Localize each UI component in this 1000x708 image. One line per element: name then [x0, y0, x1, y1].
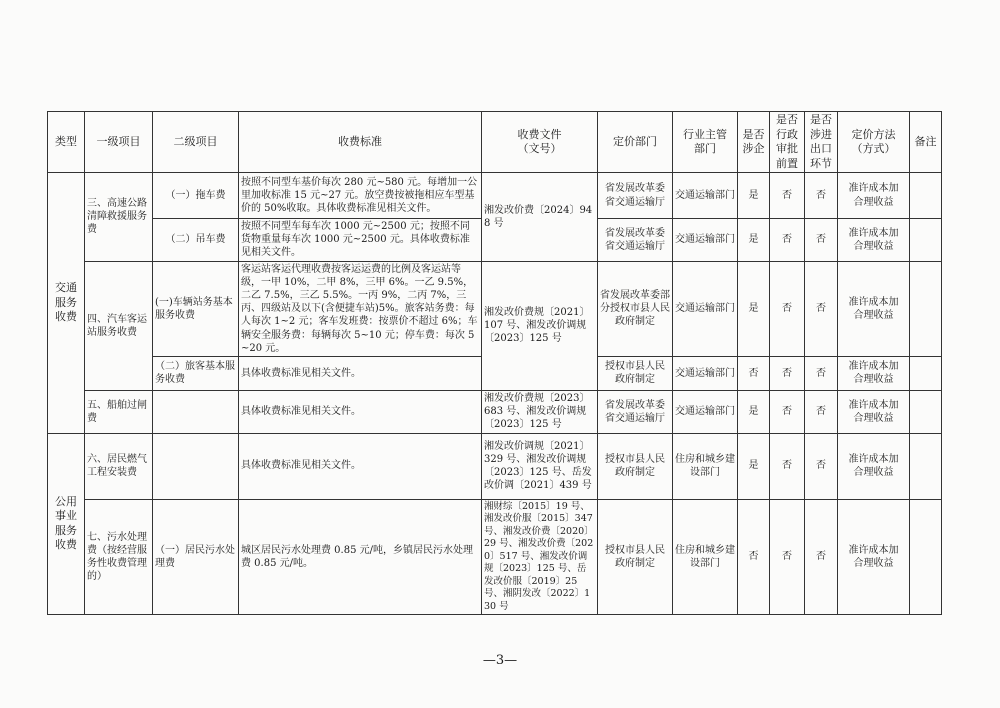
- pricing-method-cell: 准许成本加 合理收益: [838, 433, 910, 499]
- involves-enterprise-cell: 否: [738, 499, 770, 615]
- pricing-dept-cell: 省发展改革委部分授权市县人民政府制定: [598, 261, 673, 356]
- header-pricing-method: 定价方法 （方式）: [838, 112, 910, 173]
- import-export-cell: 否: [805, 219, 838, 262]
- standard-cell: 按照不同型车每车次 1000 元~2500 元；按照不同货物重量每车次 1000 元~2500 元。具体收费标准见相关文件。: [239, 219, 482, 262]
- remarks-cell: [910, 219, 942, 262]
- level2-cell: （一）居民污水处理费: [153, 499, 239, 615]
- header-level2: 二级项目: [153, 112, 239, 173]
- header-row: [48, 112, 942, 173]
- import-export-cell: 否: [805, 356, 838, 390]
- header-type: 类型: [48, 112, 85, 173]
- industry-dept-cell: 交通运输部门: [673, 219, 738, 262]
- industry-dept-cell: 交通运输部门: [673, 356, 738, 390]
- import-export-cell: 否: [805, 173, 838, 219]
- level2-cell: (一)车辆站务基本服务收费: [153, 261, 239, 356]
- level2-cell: （二）吊车费: [153, 219, 239, 262]
- level1-cell: 三、高速公路清障救援服务费: [85, 173, 153, 262]
- level1-cell: 五、船舶过闸费: [85, 390, 153, 433]
- pricing-dept-cell: 省发展改革委 省交通运输厅: [598, 390, 673, 433]
- standard-cell: 具体收费标准见相关文件。: [239, 390, 482, 433]
- header-involves-enterprise: 是否 涉企: [738, 112, 770, 173]
- header-standard: 收费标准: [239, 112, 482, 173]
- pricing-dept-cell: 授权市县人民 政府制定: [598, 356, 673, 390]
- industry-dept-cell: 交通运输部门: [673, 261, 738, 356]
- remarks-cell: [910, 173, 942, 219]
- import-export-cell: 否: [805, 499, 838, 615]
- level2-cell: [153, 433, 239, 499]
- pricing-dept-cell: 省发展改革委 省交通运输厅: [598, 219, 673, 262]
- page-number: —3—: [482, 653, 518, 668]
- admin-approval-cell: 否: [770, 433, 805, 499]
- level2-cell: [153, 390, 239, 433]
- import-export-cell: 否: [805, 433, 838, 499]
- header-document: 收费文件 （文号）: [482, 112, 598, 173]
- involves-enterprise-cell: 是: [738, 219, 770, 262]
- import-export-cell: 否: [805, 390, 838, 433]
- header-pricing-dept: 定价部门: [598, 112, 673, 173]
- admin-approval-cell: 否: [770, 390, 805, 433]
- industry-dept-cell: 住房和城乡建 设部门: [673, 433, 738, 499]
- standard-cell: 具体收费标准见相关文件。: [239, 433, 482, 499]
- standard-cell: 具体收费标准见相关文件。: [239, 356, 482, 390]
- level2-cell: （二）旅客基本服务收费: [153, 356, 239, 390]
- involves-enterprise-cell: 是: [738, 261, 770, 356]
- pricing-dept-cell: 授权市县人民 政府制定: [598, 499, 673, 615]
- document-cell: 湘发改价费规〔2023〕683 号、湘发改价调规〔2023〕125 号: [482, 390, 598, 433]
- document-cell: 湘发改价调规〔2021〕329 号、湘发改价调规〔2023〕125 号、岳发改价调〔2021〕439 号: [482, 433, 598, 499]
- level1-cell: 四、汽车客运站服务收费: [85, 261, 153, 390]
- pricing-method-cell: 准许成本加 合理收益: [838, 173, 910, 219]
- pricing-method-cell: 准许成本加 合理收益: [838, 219, 910, 262]
- remarks-cell: [910, 433, 942, 499]
- document-cell: 湘发改价费〔2024〕948 号: [482, 173, 598, 262]
- industry-dept-cell: 交通运输部门: [673, 390, 738, 433]
- category-transport: 交通 服务 收费: [48, 173, 85, 433]
- involves-enterprise-cell: 否: [738, 356, 770, 390]
- industry-dept-cell: 交通运输部门: [673, 173, 738, 219]
- involves-enterprise-cell: 是: [738, 433, 770, 499]
- header-industry-dept: 行业主管 部门: [673, 112, 738, 173]
- document-cell: 湘发改价费规〔2021〕107 号、湘发改价调规〔2023〕125 号: [482, 261, 598, 390]
- document-cell: 湘财综〔2015〕19 号、湘发改价服〔2015〕347 号、湘发改价费〔2020〕29 号、湘发改价费〔2020〕517 号、湘发改价调规〔2023〕125 号、岳发改价服〔2019〕25 号、湘阴发改〔2022〕130 号: [482, 499, 598, 615]
- fee-table: [47, 111, 942, 615]
- remarks-cell: [910, 499, 942, 615]
- table-row: [48, 433, 942, 499]
- table-row: [48, 261, 942, 356]
- pricing-dept-cell: 授权市县人民 政府制定: [598, 433, 673, 499]
- table-row: [48, 390, 942, 433]
- remarks-cell: [910, 390, 942, 433]
- pricing-method-cell: 准许成本加 合理收益: [838, 499, 910, 615]
- pricing-method-cell: 准许成本加 合理收益: [838, 356, 910, 390]
- table-row: [48, 499, 942, 615]
- admin-approval-cell: 否: [770, 499, 805, 615]
- remarks-cell: [910, 356, 942, 390]
- level1-cell: 七、污水处理费（按经营服务性收费管理的）: [85, 499, 153, 615]
- standard-cell: 城区居民污水处理费 0.85 元/吨，乡镇居民污水处理费 0.85 元/吨。: [239, 499, 482, 615]
- standard-cell: 按照不同型车基价每次 280 元~580 元。每增加一公里加收标准 15 元~27 元。放空费按被拖相应车型基价的 50%收取。具体收费标准见相关文件。: [239, 173, 482, 219]
- admin-approval-cell: 否: [770, 173, 805, 219]
- table-row: [48, 173, 942, 219]
- header-level1: 一级项目: [85, 112, 153, 173]
- header-admin-approval: 是否 行政 审批 前置: [770, 112, 805, 173]
- involves-enterprise-cell: 是: [738, 173, 770, 219]
- industry-dept-cell: 住房和城乡建 设部门: [673, 499, 738, 615]
- remarks-cell: [910, 261, 942, 356]
- standard-cell: 客运站客运代理收费按客运运费的比例及客运站等级，一甲 10%，二甲 8%，三甲 6%。一乙 9.5%，二乙 7.5%，三乙 5.5%。一丙 9%，二丙 7%，三丙、四级站及以下(含便捷车站)5%。旅客站务费：每人每次 1~2 元；客车发班费：按票价不超过 6%；车辆安全服务费：每辆每次 5~10 元；停车费：每次 5~20 元。: [239, 261, 482, 356]
- import-export-cell: 否: [805, 261, 838, 356]
- pricing-method-cell: 准许成本加 合理收益: [838, 261, 910, 356]
- category-public: 公用 事业 服务 收费: [48, 433, 85, 615]
- admin-approval-cell: 否: [770, 219, 805, 262]
- level2-cell: （一）拖车费: [153, 173, 239, 219]
- header-import-export: 是否 涉进 出口 环节: [805, 112, 838, 173]
- header-remarks: 备注: [910, 112, 942, 173]
- pricing-method-cell: 准许成本加 合理收益: [838, 390, 910, 433]
- involves-enterprise-cell: 是: [738, 390, 770, 433]
- level1-cell: 六、居民燃气工程安装费: [85, 433, 153, 499]
- admin-approval-cell: 否: [770, 356, 805, 390]
- pricing-dept-cell: 省发展改革委 省交通运输厅: [598, 173, 673, 219]
- admin-approval-cell: 否: [770, 261, 805, 356]
